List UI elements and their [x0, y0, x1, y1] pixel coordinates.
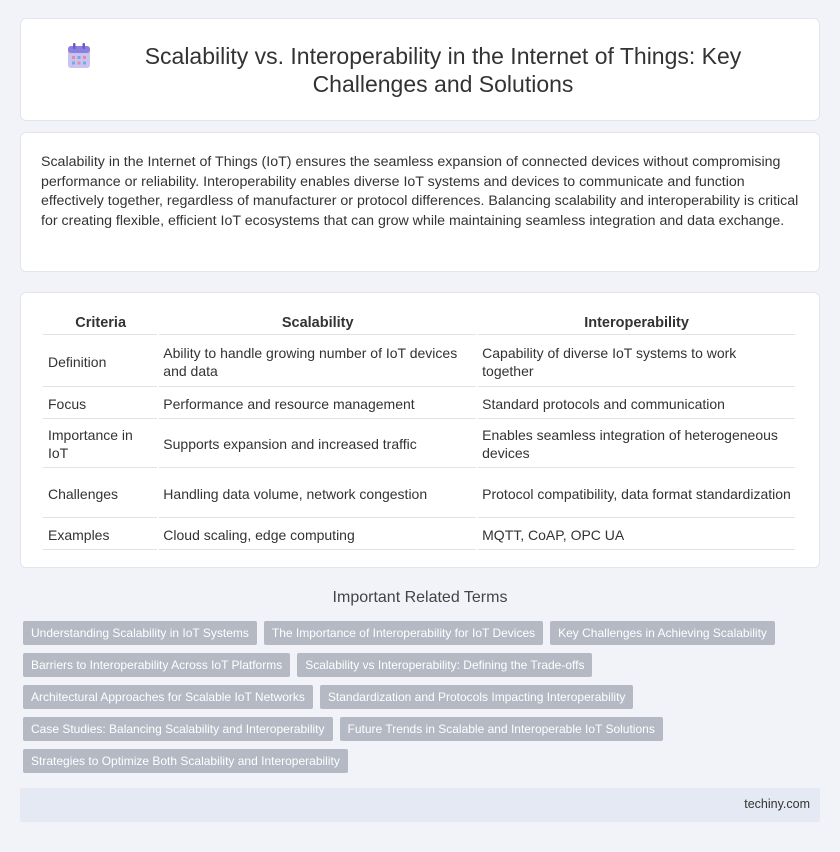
- related-term-tag[interactable]: Future Trends in Scalable and Interoperable IoT Solutions: [340, 717, 663, 741]
- table-cell: Ability to handle growing number of IoT devices and data: [159, 337, 476, 387]
- table-cell: Supports expansion and increased traffic: [159, 421, 476, 468]
- tag-row: [23, 749, 823, 773]
- site-name[interactable]: techiny.com: [744, 797, 810, 811]
- tag-row: [23, 717, 823, 741]
- related-term-tag[interactable]: Barriers to Interoperability Across IoT Platforms: [23, 653, 290, 677]
- tag-row: [23, 653, 823, 677]
- footer: [20, 788, 820, 822]
- table-row: [43, 337, 795, 387]
- table-cell: Performance and resource management: [159, 389, 476, 419]
- tag-row: [23, 621, 823, 645]
- related-term-tag[interactable]: The Importance of Interoperability for IoT Devices: [264, 621, 543, 645]
- table-cell: Protocol compatibility, data format standardization: [478, 470, 795, 518]
- column-header-scalability: Scalability: [159, 309, 476, 335]
- intro-paragraph: Scalability in the Internet of Things (IoT) ensures the seamless expansion of connected devices without compromising performance or reliability. Interoperability enables diverse IoT systems and devices to communicate and function effectively together, regardless of manufacturer or protocol differences. Balancing scalability and interoperability is critical for creating flexible, efficient IoT ecosystems that can grow while maintaining seamless integration and data exchange.: [41, 154, 799, 229]
- related-term-tag[interactable]: Case Studies: Balancing Scalability and Interoperability: [23, 717, 333, 741]
- table-row: [43, 389, 795, 419]
- tag-row: [23, 685, 823, 709]
- table-cell: Enables seamless integration of heterogeneous devices: [478, 421, 795, 468]
- table-cell: Handling data volume, network congestion: [159, 470, 476, 518]
- table-row: [43, 520, 795, 550]
- table-cell: Challenges: [43, 470, 157, 518]
- table-cell: MQTT, CoAP, OPC UA: [478, 520, 795, 550]
- table-cell: Capability of diverse IoT systems to work together: [478, 337, 795, 387]
- comparison-table-card: [20, 292, 820, 568]
- table-cell: Standard protocols and communication: [478, 389, 795, 419]
- table-header-row: [43, 309, 795, 335]
- related-terms-heading: Important Related Terms: [332, 589, 508, 606]
- table-row: [43, 470, 795, 518]
- related-term-tag[interactable]: Architectural Approaches for Scalable IoT Networks: [23, 685, 313, 709]
- table-cell: Cloud scaling, edge computing: [159, 520, 476, 550]
- table-cell: Importance in IoT: [43, 421, 157, 468]
- related-term-tag[interactable]: Scalability vs Interoperability: Defining the Trade-offs: [297, 653, 592, 677]
- related-term-tag[interactable]: Standardization and Protocols Impacting Interoperability: [320, 685, 634, 709]
- related-term-tag[interactable]: Key Challenges in Achieving Scalability: [550, 621, 775, 645]
- table-cell: Examples: [43, 520, 157, 550]
- calendar-icon: [67, 43, 91, 69]
- intro-card: [20, 132, 820, 272]
- related-term-tag[interactable]: Strategies to Optimize Both Scalability and Interoperability: [23, 749, 348, 773]
- table-cell: Focus: [43, 389, 157, 419]
- title-card: [20, 18, 820, 121]
- column-header-interoperability: Interoperability: [478, 309, 795, 335]
- comparison-table: [41, 307, 797, 552]
- column-header-criteria: Criteria: [43, 309, 157, 335]
- page-title: Scalability vs. Interoperability in the Internet of Things: Key Challenges and Solutions: [144, 42, 742, 97]
- related-term-tag[interactable]: Understanding Scalability in IoT Systems: [23, 621, 257, 645]
- table-row: [43, 421, 795, 468]
- related-terms-tags: [23, 621, 823, 781]
- table-cell: Definition: [43, 337, 157, 387]
